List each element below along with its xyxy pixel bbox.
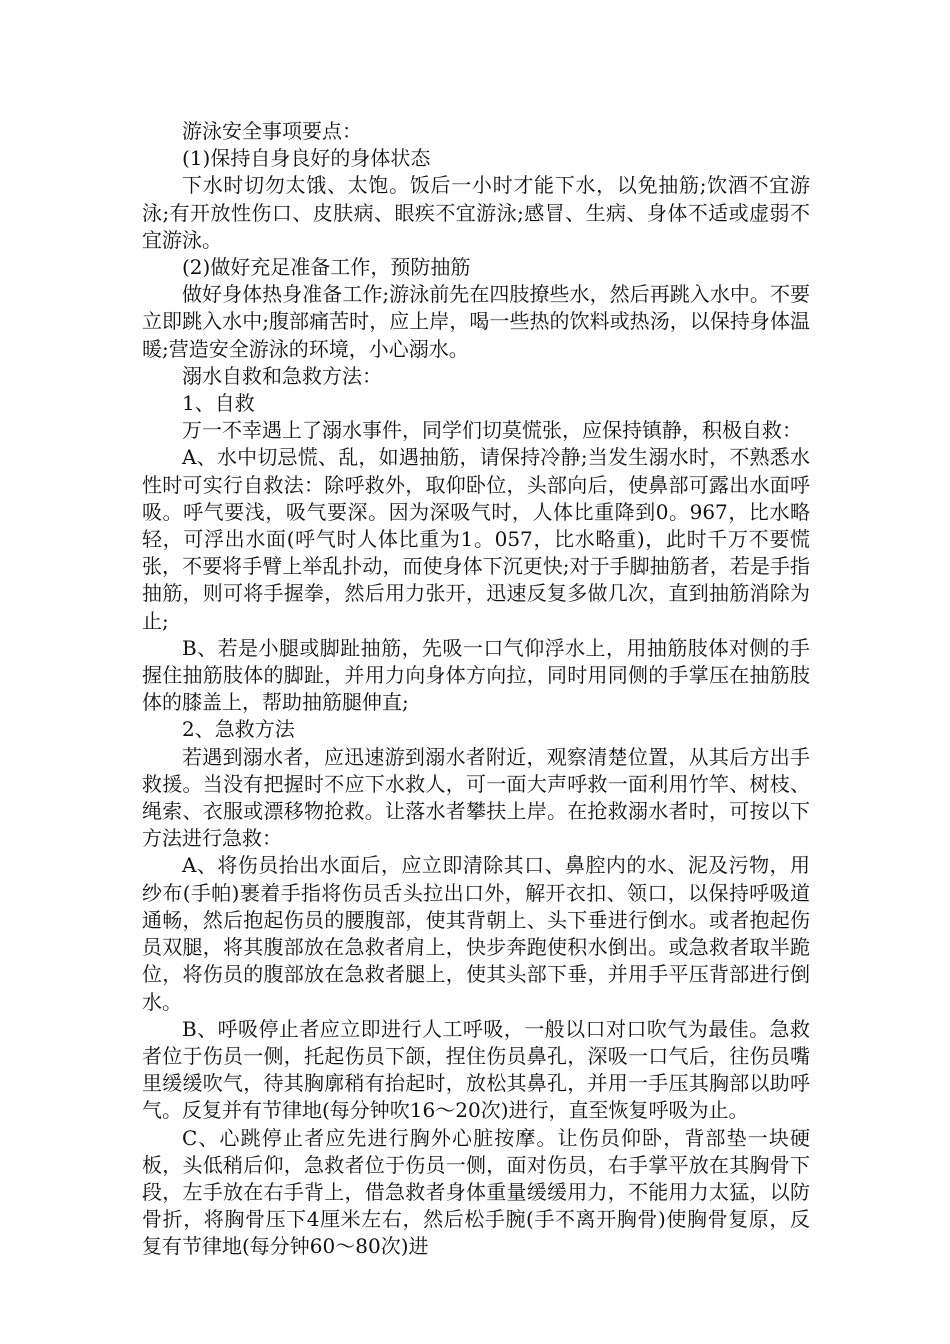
paragraph-self-rescue-b: B、若是小腿或脚趾抽筋，先吸一口气仰浮水上，用抽筋肢体对侧的手握住抽筋肢体的脚趾，并用力向身体方向拉，同时用同侧的手掌压在抽筋肢体的膝盖上，帮助抽筋腿伸直; [142, 635, 810, 715]
paragraph-first-aid-intro: 若遇到溺水者，应迅速游到溺水者附近，观察清楚位置，从其后方出手救援。当没有把握时不应下水救人，可一面大声呼救一面利用竹竿、树枝、绳索、衣服或漂移物抢救。让落水者攀扶上岸。在抢救溺水者时，可按以下方法进行急救： [142, 744, 810, 851]
paragraph-body-state: 下水时切勿太饿、太饱。饭后一小时才能下水，以免抽筋;饮酒不宜游泳;有开放性伤口、皮肤病、眼疾不宜游泳;感冒、生病、身体不适或虚弱不宜游泳。 [142, 173, 810, 252]
section-heading-swim-safety: 游泳安全事项要点： [182, 119, 362, 143]
paragraph-self-rescue-a: A、水中切忌慌、乱，如遇抽筋，请保持冷静;当发生溺水时，不熟悉水性时可实行自救法：除呼救外，取仰卧位，头部向后，使鼻部可露出水面呼吸。呼气要浅，吸气要深。因为深吸气时，人体比重降到0。967，比水略轻，可浮出水面(呼气时人体比重为1。057，比水略重)，此时千万不要慌张，不要将手臂上举乱扑动，而使身体下沉更快;对于手脚抽筋者，若是手指抽筋，则可将手握拳，然后用力张开，迅速反复多做几次，直到抽筋消除为止; [142, 445, 810, 633]
paragraph-first-aid-a: A、将伤员抬出水面后，应立即清除其口、鼻腔内的水、泥及污物，用纱布(手帕)裹着手指将伤员舌头拉出口外，解开衣扣、领口，以保持呼吸道通畅，然后抱起伤员的腰腹部，使其背朝上、头下垂进行倒水。或者抱起伤员双腿，将其腹部放在急救者肩上，快步奔跑使积水倒出。或急救者取半跪位，将伤员的腹部放在急救者腿上，使其头部下垂，并用手平压背部进行倒水。 [142, 853, 810, 1014]
paragraph-preparation: 做好身体热身准备工作;游泳前先在四肢撩些水，然后再跳入水中。不要立即跳入水中;腹部痛苦时，应上岸，喝一些热的饮料或热汤，以保持身体温暖;营造安全游泳的环境，小心溺水。 [142, 282, 810, 361]
paragraph-self-rescue-intro: 万一不幸遇上了溺水事件，同学们切莫慌张，应保持镇静，积极自救： [182, 418, 802, 443]
subheading-first-aid: 2、急救方法 [182, 717, 295, 742]
paragraph-first-aid-b: B、呼吸停止者应立即进行人工呼吸，一般以口对口吹气为最佳。急救者位于伤员一侧，托起伤员下颌，捏住伤员鼻孔，深吸一口气后，往伤员嘴里缓缓吹气，待其胸廓稍有抬起时，放松其鼻孔，并用一手压其胸部以助呼气。反复并有节律地(每分钟吹16～20次)进行，直至恢复呼吸为止。 [142, 1016, 810, 1123]
document-body [142, 118, 810, 1261]
subheading-body-state: (1)保持自身良好的身体状态 [182, 146, 431, 171]
section-heading-rescue: 溺水自救和急救方法： [182, 363, 382, 388]
subheading-self-rescue: 1、自救 [182, 391, 255, 416]
subheading-preparation: (2)做好充足准备工作，预防抽筋 [182, 255, 471, 280]
paragraph-first-aid-c: C、心跳停止者应先进行胸外心脏按摩。让伤员仰卧，背部垫一块硬板，头低稍后仰，急救者位于伤员一侧，面对伤员，右手掌平放在其胸骨下段，左手放在右手背上，借急救者身体重量缓缓用力，不能用力太猛，以防骨折，将胸骨压下4厘米左右，然后松手腕(手不离开胸骨)使胸骨复原，反复有节律地(每分钟60～80次)进 [142, 1125, 810, 1259]
